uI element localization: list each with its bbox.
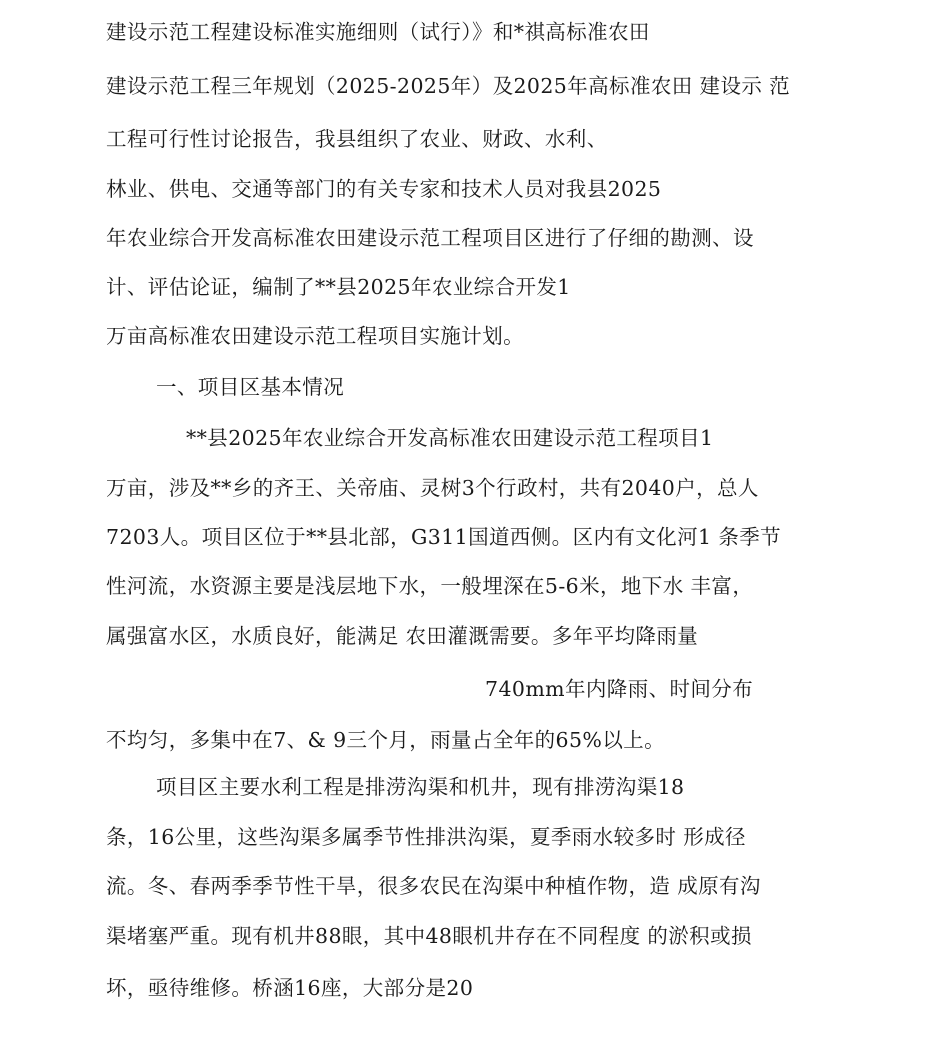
text-line: 属强富水区，水质良好，能满足 农田灌溉需要。多年平均降雨量 bbox=[106, 624, 699, 648]
section-heading: 一、项目区基本情况 bbox=[156, 375, 345, 399]
text-line: 万亩，涉及**乡的齐王、关帝庙、灵树3个行政村，共有2040户，总人 bbox=[106, 476, 759, 500]
text-line: 万亩高标准农田建设示范工程项目实施计划。 bbox=[106, 324, 524, 348]
text-line: 渠堵塞严重。现有机井88眼，其中48眼机井存在不同程度 的淤积或损 bbox=[106, 924, 752, 948]
text-line: 项目区主要水利工程是排涝沟渠和机井，现有排涝沟渠18 bbox=[156, 775, 685, 799]
text-line: 7203人。项目区位于**县北部，G311国道西侧。区内有文化河1 条季节 bbox=[106, 525, 782, 549]
text-line: 林业、供电、交通等部门的有关专家和技术人员对我县2025 bbox=[106, 177, 662, 201]
text-line: **县2025年农业综合开发高标准农田建设示范工程项目1 bbox=[186, 426, 714, 450]
text-line: 工程可行性讨论报告，我县组织了农业、财政、水利、 bbox=[106, 127, 608, 151]
text-line: 条，16公里，这些沟渠多属季节性排洪沟渠，夏季雨水较多时 形成径 bbox=[106, 825, 746, 849]
text-line: 流。冬、春两季季节性干旱，很多农民在沟渠中种植作物，造 成原有沟 bbox=[106, 874, 761, 898]
text-line: 计、评估论证，编制了**县2025年农业综合开发1 bbox=[106, 275, 571, 299]
text-line: 建设示范工程建设标准实施细则（试行）》和*祺高标准农田 bbox=[106, 20, 650, 44]
text-line: 坏，亟待维修。桥涵16座，大部分是20 bbox=[106, 976, 474, 1000]
text-line: 建设示范工程三年规划（2025-2025年）及2025年高标准农田 建设示 范 bbox=[106, 74, 791, 98]
text-line: 年农业综合开发高标准农田建设示范工程项目区进行了仔细的勘测、设 bbox=[106, 226, 754, 250]
text-line: 不均匀，多集中在7、& 9三个月，雨量占全年的65%以上。 bbox=[106, 728, 666, 752]
text-line: 性河流，水资源主要是浅层地下水，一般埋深在5-6米，地下水 丰富， bbox=[106, 574, 754, 598]
text-line: 740mm年内降雨、时间分布 bbox=[485, 677, 754, 701]
